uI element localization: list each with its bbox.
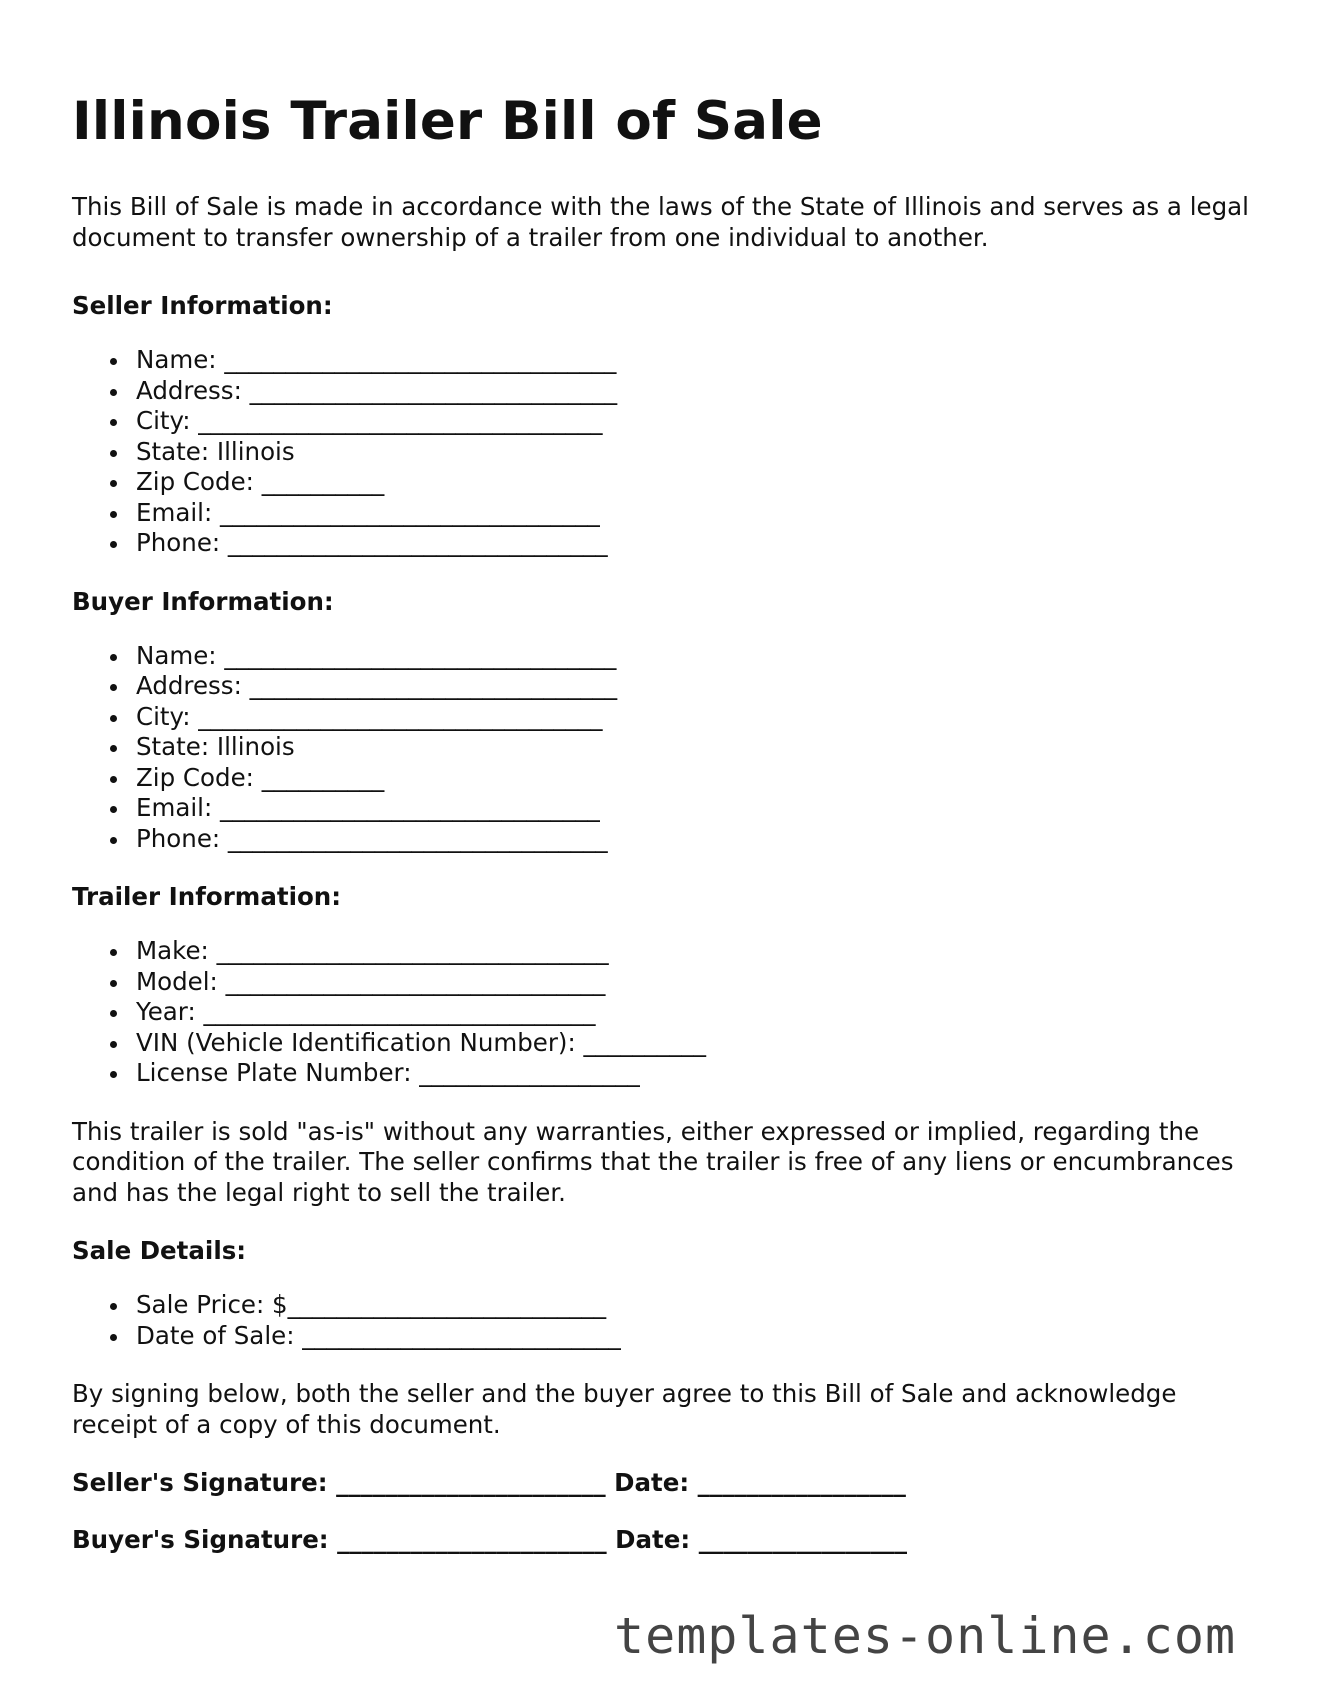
sale-section-heading: Sale Details: [72, 1236, 247, 1265]
sale-date-field[interactable]: Date of Sale: __________________________ [136, 1321, 1252, 1352]
buyer-phone-field[interactable]: Phone: _______________________________ [136, 824, 1252, 855]
trailer-make-field[interactable]: Make: ________________________________ [136, 936, 1252, 967]
buyer-city-field[interactable]: City: _________________________________ [136, 702, 1252, 733]
sale-field-list [72, 1290, 1252, 1351]
trailer-section-heading: Trailer Information: [72, 882, 342, 911]
document-page [72, 0, 1252, 1555]
buyer-field-list [72, 641, 1252, 855]
as-is-paragraph: This trailer is sold "as-is" without any warranties, either expressed or implied, regarding the condition of the trailer. The seller confirms that the trailer is free of any liens or encumbrances and has the legal right to sell the trailer. [72, 1116, 1234, 1207]
seller-field-list [72, 345, 1252, 559]
buyer-signature-line[interactable]: Buyer's Signature: ______________________ Date: _________________ [72, 1525, 907, 1554]
trailer-license-plate-field[interactable]: License Plate Number: __________________ [136, 1058, 1252, 1089]
seller-section-heading: Seller Information: [72, 291, 333, 320]
seller-address-field[interactable]: Address: ______________________________ [136, 376, 1252, 407]
seller-email-field[interactable]: Email: _______________________________ [136, 498, 1252, 529]
seller-signature-line[interactable]: Seller's Signature: ______________________ Date: _________________ [72, 1468, 906, 1497]
seller-state-field: State: Illinois [136, 437, 1252, 468]
buyer-section-heading: Buyer Information: [72, 586, 334, 616]
buyer-zip-field[interactable]: Zip Code: __________ [136, 763, 1252, 794]
trailer-year-field[interactable]: Year: ________________________________ [136, 997, 1252, 1028]
trailer-model-field[interactable]: Model: _______________________________ [136, 967, 1252, 998]
seller-zip-field[interactable]: Zip Code: __________ [136, 467, 1252, 498]
buyer-address-field[interactable]: Address: ______________________________ [136, 671, 1252, 702]
document-title: Illinois Trailer Bill of Sale [72, 91, 823, 152]
seller-name-field[interactable]: Name: ________________________________ [136, 345, 1252, 376]
trailer-field-list [72, 936, 1252, 1089]
agreement-paragraph: By signing below, both the seller and the buyer agree to this Bill of Sale and acknowledge receipt of a copy of this document. [72, 1379, 1177, 1439]
intro-paragraph: This Bill of Sale is made in accordance with the laws of the State of Illinois and serves as a legal document to transfer ownership of a trailer from one individual to another. [72, 192, 1249, 252]
seller-city-field[interactable]: City: _________________________________ [136, 406, 1252, 437]
watermark: templates-online.com [614, 1607, 1237, 1665]
buyer-state-field: State: Illinois [136, 732, 1252, 763]
buyer-email-field[interactable]: Email: _______________________________ [136, 793, 1252, 824]
sale-price-field[interactable]: Sale Price: $__________________________ [136, 1290, 1252, 1321]
trailer-vin-field[interactable]: VIN (Vehicle Identification Number): __________ [136, 1028, 1252, 1059]
seller-phone-field[interactable]: Phone: _______________________________ [136, 528, 1252, 559]
buyer-name-field[interactable]: Name: ________________________________ [136, 641, 1252, 672]
